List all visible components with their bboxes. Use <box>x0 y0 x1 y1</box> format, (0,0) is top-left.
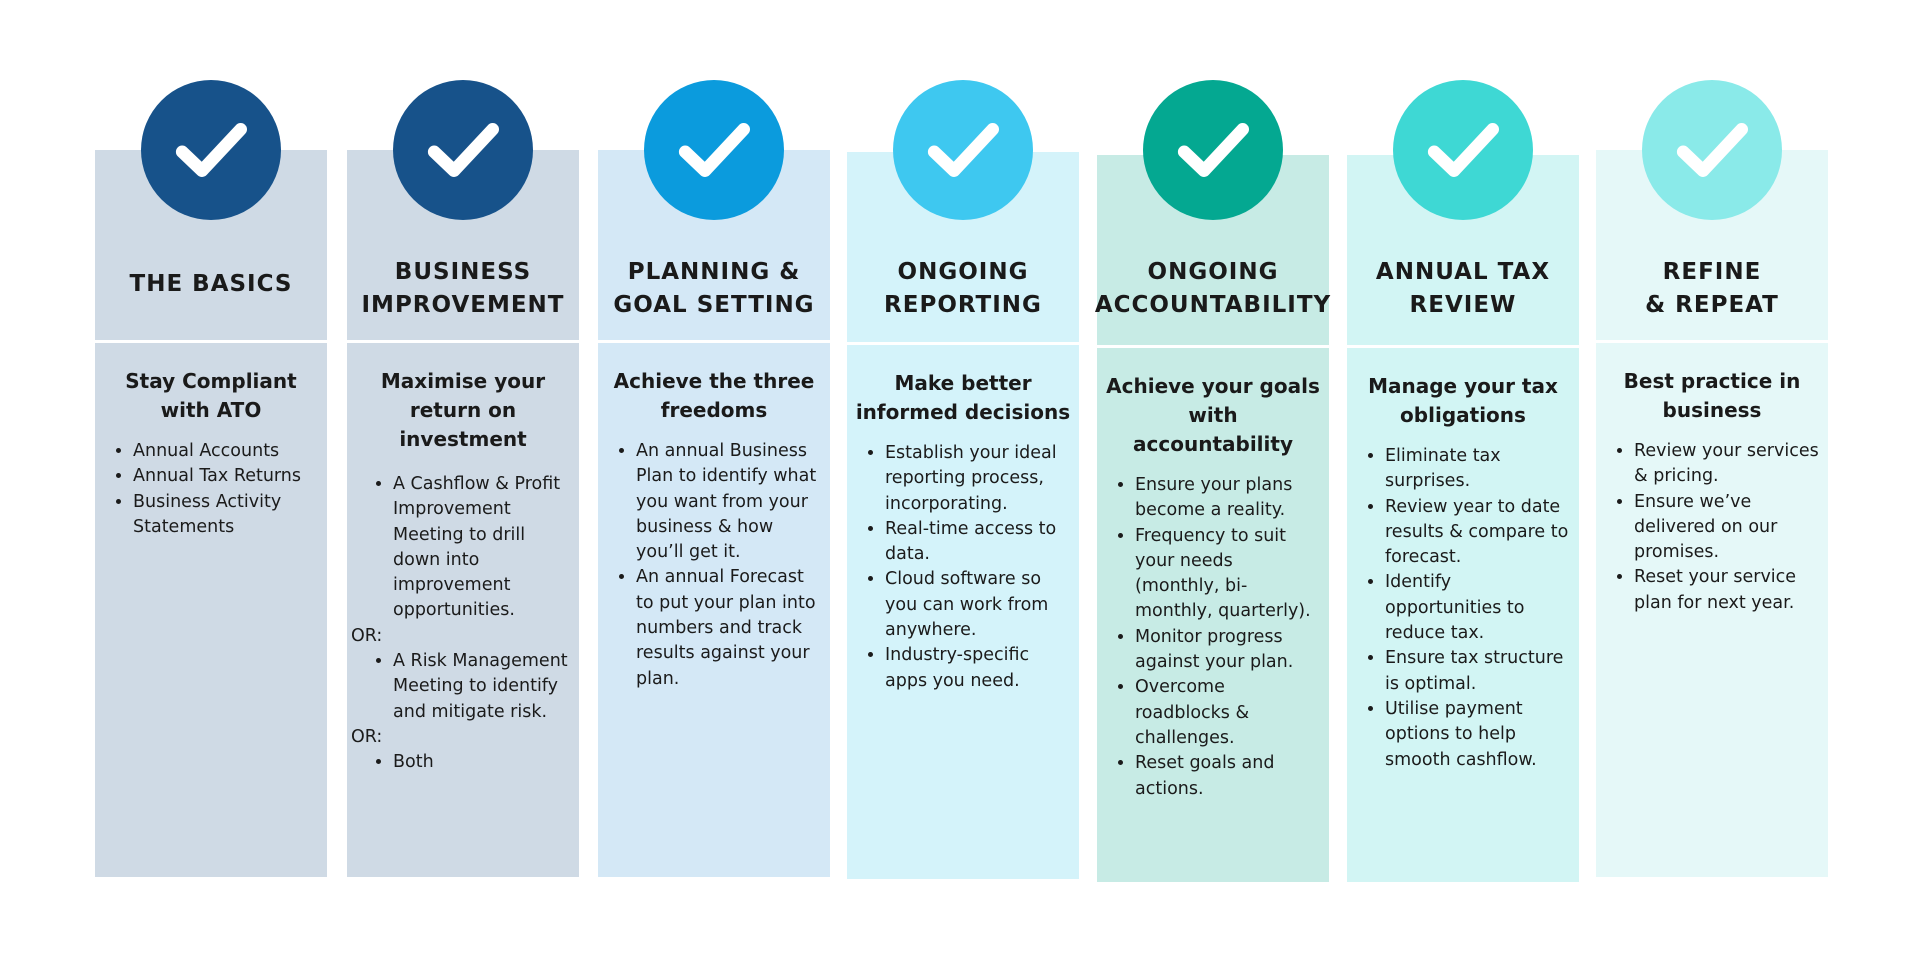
list-item: • Frequency to suit your needs (monthly, bi-monthly, quarterly). <box>1135 524 1321 625</box>
checkmark-icon <box>1168 105 1258 195</box>
or-label: OR: <box>351 625 383 646</box>
list-item: • Business Activity Statements <box>133 490 319 541</box>
column-body <box>1347 348 1579 882</box>
checkmark-circle-icon <box>1393 80 1533 220</box>
checkmark-circle-icon <box>1642 80 1782 220</box>
column-subtitle: Maximise your return on investment <box>380 369 546 451</box>
list-item: • Establish your ideal reporting process, incorporating. <box>885 441 1071 517</box>
column-subtitle: Stay Compliant with ATO <box>125 369 297 422</box>
column-body <box>1596 343 1828 877</box>
list-item: • Eliminate tax surprises. <box>1385 444 1571 495</box>
checkmark-icon <box>1667 105 1757 195</box>
bullet-list <box>1105 473 1321 802</box>
list-item: • Reset goals and actions. <box>1135 751 1321 802</box>
bullet-list <box>855 441 1071 694</box>
checkmark-circle-icon <box>893 80 1033 220</box>
list-item: • Identify opportunities to reduce tax. <box>1385 570 1571 646</box>
checkmark-circle-icon <box>1143 80 1283 220</box>
list-item: • Monitor progress against your plan. <box>1135 625 1321 676</box>
column-body <box>1097 348 1329 882</box>
list-item: • Ensure your plans become a reality. <box>1135 473 1321 524</box>
checkmark-icon <box>418 105 508 195</box>
or-label: OR: <box>351 726 383 747</box>
checkmark-circle-icon <box>644 80 784 220</box>
checkmark-circle-icon <box>141 80 281 220</box>
column-body <box>598 343 830 877</box>
list-item: • Real-time access to data. <box>885 517 1071 568</box>
column-title: PLANNING & GOAL SETTING <box>613 259 815 318</box>
list-item: • Annual Tax Returns <box>133 464 319 489</box>
list-item: • Cloud software so you can work from anywhere. <box>885 567 1071 643</box>
list-item: • Both <box>393 750 571 775</box>
list-item: • A Cashflow & Profit Improvement Meeting to drill down into improvement opportunities. <box>393 472 571 624</box>
list-item: • Ensure tax structure is optimal. <box>1385 646 1571 697</box>
column-subtitle: Achieve the three freedoms <box>613 369 815 422</box>
column-title: ONGOING ACCOUNTABILITY <box>1094 259 1332 318</box>
checkmark-icon <box>918 105 1008 195</box>
column-title: ANNUAL TAX REVIEW <box>1375 259 1551 318</box>
bullet-list <box>1355 444 1571 773</box>
list-item: • Review your services & pricing. <box>1634 439 1820 490</box>
column-body <box>95 343 327 877</box>
list-item: • Reset your service plan for next year. <box>1634 565 1820 616</box>
list-item: • An annual Forecast to put your plan into numbers and track results against your plan. <box>636 565 822 691</box>
column-subtitle: Best practice in business <box>1623 369 1801 422</box>
column-title: ONGOING REPORTING <box>884 259 1042 318</box>
list-item: • Annual Accounts <box>133 439 319 464</box>
list-item: • Overcome roadblocks & challenges. <box>1135 675 1321 751</box>
list-item: • A Risk Management Meeting to identify and mitigate risk. <box>393 649 571 725</box>
list-item: • Ensure we’ve delivered on our promises. <box>1634 490 1820 566</box>
list-item: • Utilise payment options to help smooth cashflow. <box>1385 697 1571 773</box>
bullet-list <box>355 649 571 725</box>
column-body <box>847 345 1079 879</box>
bullet-list <box>1604 439 1820 616</box>
column-title: THE BASICS <box>129 271 293 297</box>
column-title: BUSINESS IMPROVEMENT <box>361 259 565 318</box>
checkmark-icon <box>1418 105 1508 195</box>
bullet-list <box>355 472 571 624</box>
checkmark-icon <box>166 105 256 195</box>
column-subtitle: Manage your tax obligations <box>1368 374 1558 427</box>
bullet-list <box>103 439 319 540</box>
checkmark-circle-icon <box>393 80 533 220</box>
column-subtitle: Make better informed decisions <box>855 371 1071 424</box>
column-subtitle: Achieve your goals with accountability <box>1106 374 1320 456</box>
list-item: • Review year to date results & compare to forecast. <box>1385 495 1571 571</box>
checkmark-icon <box>669 105 759 195</box>
column-title: REFINE & REPEAT <box>1645 259 1779 318</box>
bullet-list <box>606 439 822 692</box>
bullet-list <box>355 750 571 775</box>
column-body <box>347 343 579 877</box>
list-item: • Industry-specific apps you need. <box>885 643 1071 694</box>
list-item: • An annual Business Plan to identify what you want from your business & how you’ll get it. <box>636 439 822 565</box>
